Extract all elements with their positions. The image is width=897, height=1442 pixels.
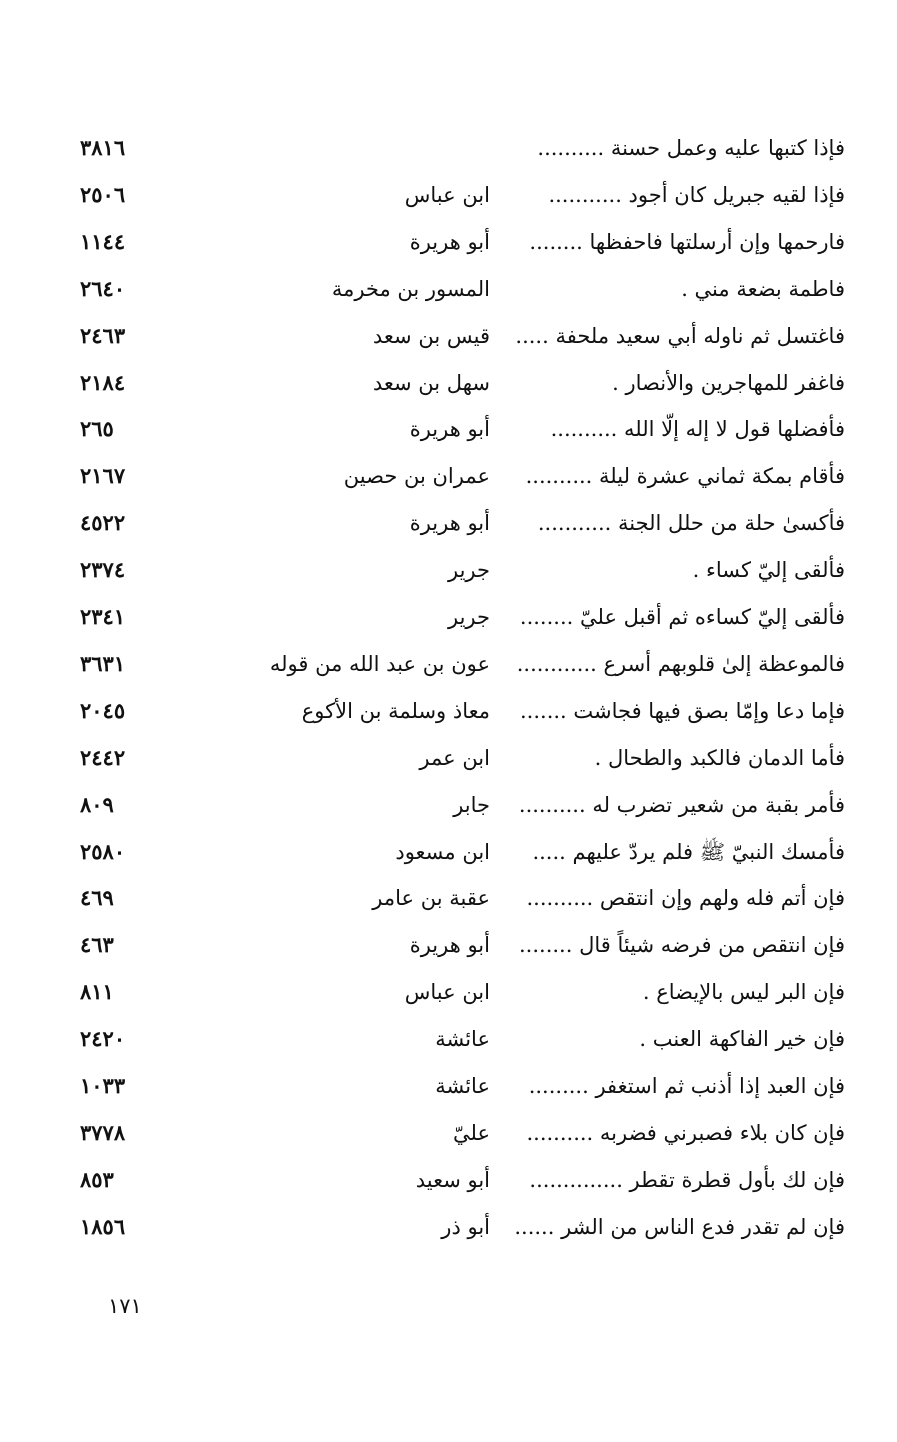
narrator-name: أبو هريرة xyxy=(409,229,490,254)
hadith-text: فإذا كتبها عليه وعمل حسنة .......... xyxy=(537,136,845,160)
hadith-number: ٨١١ xyxy=(80,979,114,1005)
hadith-number: ٤٥٢٢ xyxy=(80,510,126,536)
hadith-number: ٢١٨٤ xyxy=(80,369,126,395)
hadith-text: فإن العبد إذا أذنب ثم استغفر ......... xyxy=(528,1074,845,1098)
narrator-name: ابن عمر xyxy=(419,745,490,770)
index-row xyxy=(70,555,845,601)
index-row xyxy=(70,1071,845,1117)
index-row xyxy=(70,180,845,226)
index-row xyxy=(70,743,845,789)
hadith-number: ٢٥٨٠ xyxy=(80,838,126,864)
hadith-text: فارحمها وإن أرسلتها فاحفظها ........ xyxy=(529,229,845,254)
narrator-name: جرير xyxy=(448,558,490,583)
index-row xyxy=(70,883,845,929)
hadith-text: فإن لك بأول قطرة تقطر .............. xyxy=(529,1167,845,1192)
hadith-text: فأما الدمان فالكبد والطحال . xyxy=(594,745,845,770)
hadith-text: فإن انتقص من فرضه شيئاً قال ........ xyxy=(519,933,845,958)
narrator-name: ابن مسعود xyxy=(395,839,490,864)
hadith-number: ٣٨١٦ xyxy=(80,135,126,160)
index-row xyxy=(70,696,845,742)
narrator-name: ابن عباس xyxy=(404,980,490,1005)
index-row xyxy=(70,227,845,273)
hadith-number: ٢٦٥ xyxy=(80,416,114,442)
hadith-text: فأمر بقبة من شعير تضرب له .......... xyxy=(518,792,845,817)
hadith-text: فاغتسل ثم ناوله أبي سعيد ملحفة ..... xyxy=(515,323,845,348)
narrator-name: جرير xyxy=(448,605,490,629)
hadith-number: ١٠٣٣ xyxy=(80,1073,126,1098)
page-number: ١٧١ xyxy=(108,1294,142,1318)
hadith-text: فإذا لقيه جبريل كان أجود ........... xyxy=(548,182,845,207)
hadith-text: فاطمة بضعة مني . xyxy=(681,276,845,301)
narrator-name: عليّ xyxy=(453,1120,490,1145)
index-row xyxy=(70,461,845,507)
narrator-name: معاذ وسلمة بن الأكوع xyxy=(301,698,490,723)
hadith-text: فإن خير الفاكهة العنب . xyxy=(639,1027,845,1052)
hadith-number: ١١٤٤ xyxy=(80,228,126,254)
index-row xyxy=(70,1024,845,1070)
hadith-number: ٣٧٧٨ xyxy=(80,1119,126,1145)
narrator-name: أبو هريرة xyxy=(409,933,490,958)
index-row xyxy=(70,321,845,367)
hadith-text: فأقام بمكة ثماني عشرة ليلة .......... xyxy=(525,464,845,489)
hadith-number: ٢٠٤٥ xyxy=(80,697,126,723)
hadith-text: فأفضلها قول لا إله إلّا الله .......... xyxy=(550,417,845,442)
index-row xyxy=(70,368,845,414)
hadith-number: ٢٤٦٣ xyxy=(80,322,126,348)
index-row xyxy=(70,1118,845,1164)
hadith-text: فأكسىٰ حلة من حلل الجنة ........... xyxy=(537,511,845,536)
hadith-number: ٢١٦٧ xyxy=(80,463,126,489)
hadith-number: ٨٥٣ xyxy=(80,1166,114,1192)
narrator-name: أبو هريرة xyxy=(409,417,490,442)
hadith-text: فالموعظة إلىٰ قلوبهم أسرع ............ xyxy=(516,651,845,676)
hadith-number: ٤٦٩ xyxy=(80,885,114,911)
hadith-text: فأمسك النبيّ ﷺ فلم يردّ عليهم ..... xyxy=(532,839,845,864)
index-row xyxy=(70,133,845,179)
hadith-text: فإن لم تقدر فدع الناس من الشر ...... xyxy=(514,1214,845,1239)
index-row xyxy=(70,790,845,836)
narrator-name: عقبة بن عامر xyxy=(372,886,490,911)
narrator-name: أبو ذر xyxy=(441,1214,490,1239)
hadith-text: فإن البر ليس بالإيضاع . xyxy=(642,980,845,1005)
narrator-name: أبو هريرة xyxy=(409,511,490,536)
index-row xyxy=(70,508,845,554)
narrator-name: أبو سعيد xyxy=(415,1167,490,1192)
narrator-name: قيس بن سعد xyxy=(372,323,490,348)
hadith-number: ٣٦٣١ xyxy=(80,650,126,676)
hadith-number: ١٨٥٦ xyxy=(80,1213,126,1239)
narrator-name: ابن عباس xyxy=(404,182,490,207)
hadith-number: ٢٤٢٠ xyxy=(80,1026,126,1052)
hadith-number: ٢٥٠٦ xyxy=(80,181,126,207)
index-row xyxy=(70,1165,845,1211)
hadith-number: ٤٦٣ xyxy=(80,932,114,958)
hadith-text: فإن أتم فله ولهم وإن انتقص .......... xyxy=(526,886,845,911)
hadith-number: ٢٤٤٢ xyxy=(80,744,126,770)
hadith-number: ٢٣٤١ xyxy=(80,604,126,629)
hadith-text: فإما دعا وإمّا بصق فيها فجاشت ....... xyxy=(520,698,845,723)
index-row xyxy=(70,837,845,883)
narrator-name: جابر xyxy=(453,792,490,817)
narrator-name: سهل بن سعد xyxy=(372,370,490,395)
hadith-text: فألقى إليّ كساء . xyxy=(692,558,845,583)
index-row xyxy=(70,977,845,1023)
narrator-name: عون بن عبد الله من قوله xyxy=(269,651,490,676)
hadith-text: فإن كان بلاء فصبرني فضربه .......... xyxy=(526,1120,845,1145)
hadith-text: فألقى إليّ كساءه ثم أقبل عليّ ........ xyxy=(519,605,845,629)
narrator-name: عائشة xyxy=(435,1074,490,1098)
index-row xyxy=(70,602,845,648)
narrator-name: عائشة xyxy=(435,1027,490,1052)
index-row xyxy=(70,930,845,976)
index-row xyxy=(70,1212,845,1258)
hadith-number: ٨٠٩ xyxy=(80,791,114,817)
hadith-text: فاغفر للمهاجرين والأنصار . xyxy=(612,370,845,395)
index-row xyxy=(70,414,845,460)
hadith-number: ٢٦٤٠ xyxy=(80,275,126,301)
narrator-name: المسور بن مخرمة xyxy=(331,276,490,301)
hadith-number: ٢٣٧٤ xyxy=(80,557,126,583)
index-row xyxy=(70,274,845,320)
narrator-name: عمران بن حصين xyxy=(343,464,490,489)
index-row xyxy=(70,649,845,695)
